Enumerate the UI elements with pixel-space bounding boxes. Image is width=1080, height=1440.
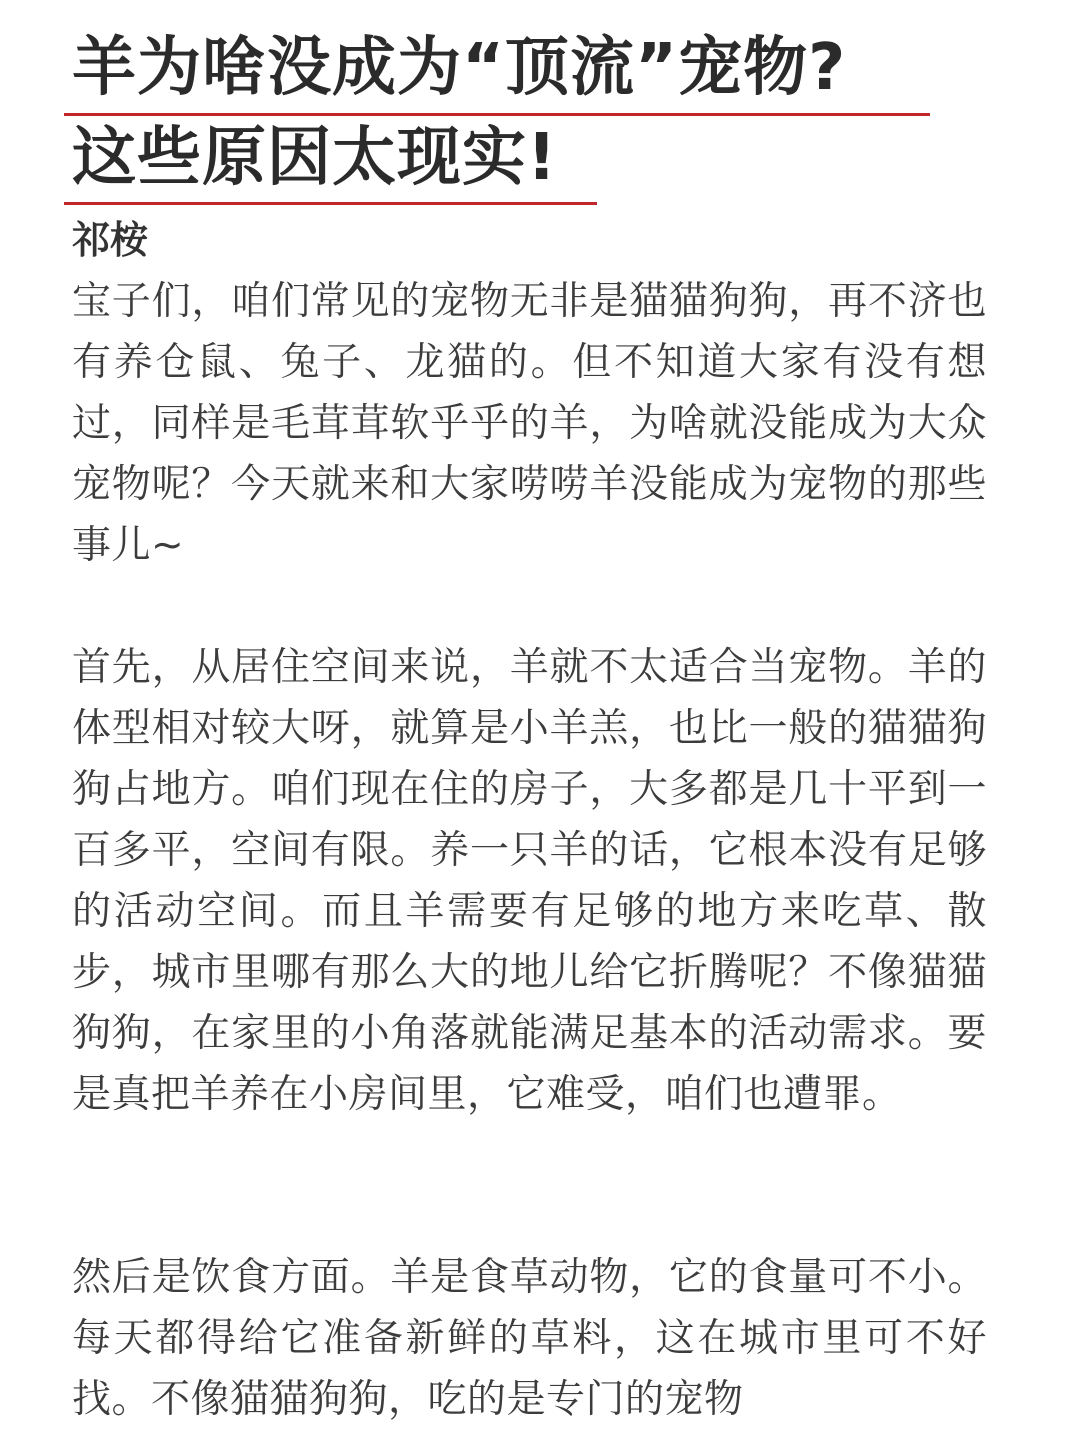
title-underline-1 (64, 113, 930, 116)
article-title-line-2: 这些原因太现实! (72, 121, 558, 195)
author-name: 祁桉 (72, 218, 149, 262)
title-underline-2 (64, 202, 597, 205)
paragraph-diet: 然后是饮食方面。羊是食草动物，它的食量可不小。每天都得给它准备新鲜的草料，这在城市里可不好找。不像猫猫狗狗，吃的是专门的宠物 (72, 1255, 987, 1422)
paragraph-living-space: 首先，从居住空间来说，羊就不太适合当宠物。羊的体型相对较大呀，就算是小羊羔，也比一般的猫猫狗狗占地方。咱们现在住的房子，大多都是几十平到一百多平，空间有限。养一只羊的话，它根本没有足够的活动空间。而且羊需要有足够的地方来吃草、散步，城市里哪有那么大的地儿给它折腾呢？不像猫猫狗狗，在家里的小角落就能满足基本的活动需求。要是真把羊养在小房间里，它难受，咱们也遭罪。 (72, 645, 987, 1117)
article-title-line-1: 羊为啥没成为“顶流”宠物? (72, 31, 847, 105)
paragraph-intro: 宝子们，咱们常见的宠物无非是猫猫狗狗，再不济也有养仓鼠、兔子、龙猫的。但不知道大家有没有想过，同样是毛茸茸软乎乎的羊，为啥就没能成为大众宠物呢？今天就来和大家唠唠羊没能成为宠物的那些事儿~ (72, 279, 987, 568)
